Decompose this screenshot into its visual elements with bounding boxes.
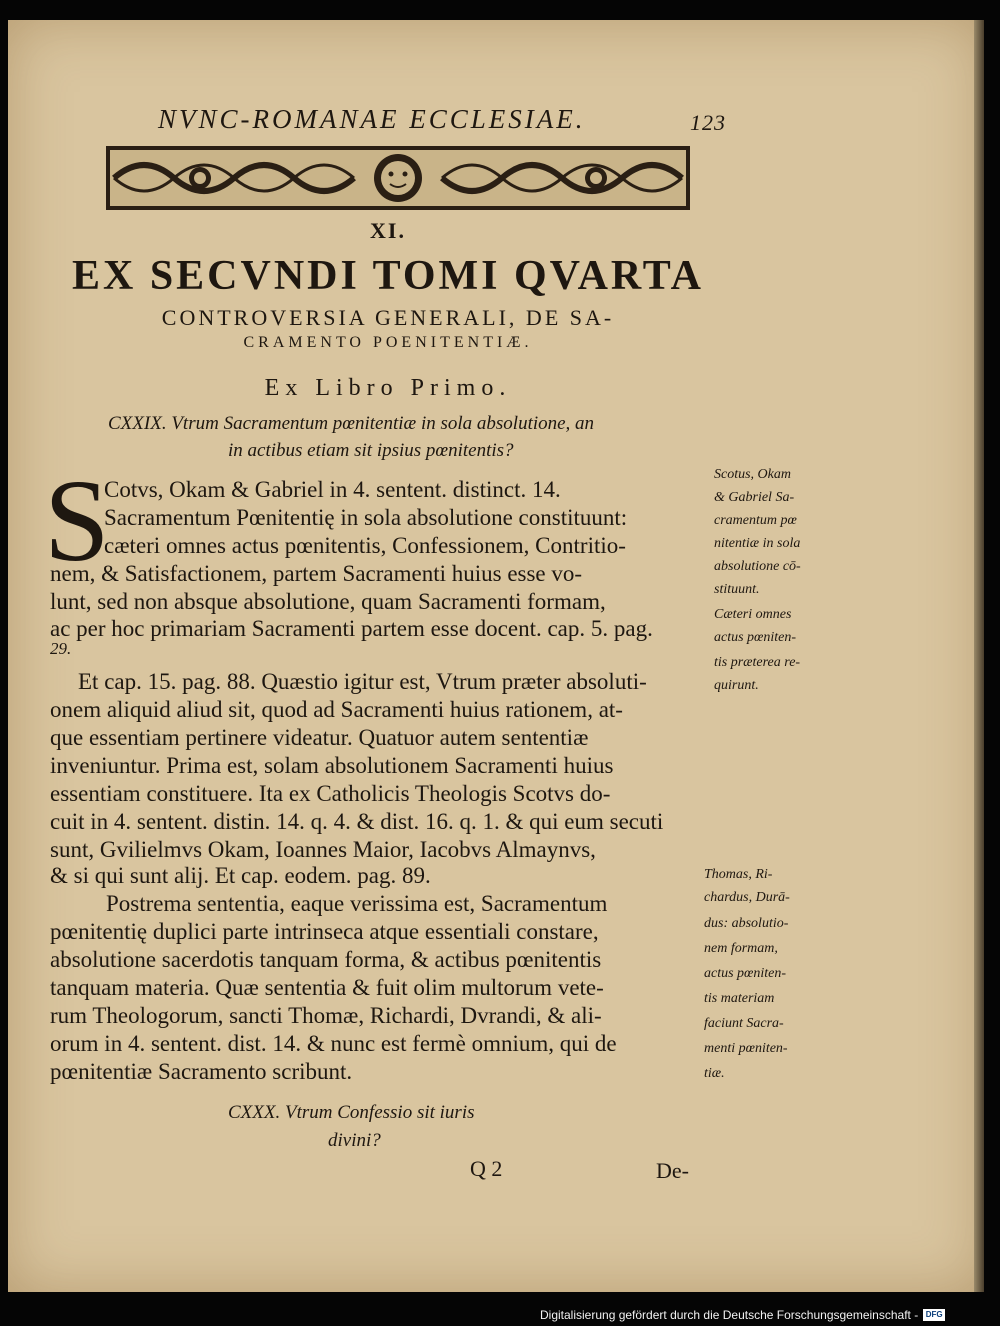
page-content	[8, 20, 984, 1292]
margin-note-2-line: menti pœniten-	[704, 1041, 788, 1056]
question-129-line-1: CXXIX. Vtrum Sacramentum pœnitentiæ in sola absolutione, an	[108, 413, 595, 434]
body-line: & si qui sunt alij. Et cap. eodem. pag. 89.	[50, 863, 431, 888]
page-number: 123	[690, 110, 726, 135]
body-line: lunt, sed non absque absolutione, quam Sacramenti formam,	[50, 589, 606, 614]
body-line: Et cap. 15. pag. 88. Quæstio igitur est, Vtrum præter absoluti-	[78, 669, 647, 694]
margin-note-2-line: tis materiam	[704, 991, 775, 1006]
margin-note-1-line: quirunt.	[714, 678, 759, 693]
title-line-2: CONTROVERSIA GENERALI, DE SA-	[161, 305, 615, 330]
body-line: cæteri omnes actus pœnitentis, Confessionem, Contritio-	[104, 533, 626, 558]
title-line-3: CRAMENTO POENITENTIÆ.	[243, 334, 533, 351]
question-129-line-2: in actibus etiam sit ipsius pœnitentis?	[228, 440, 514, 461]
digitization-footer	[540, 1306, 996, 1324]
footer-text: Digitalisierung gefördert durch die Deutsche Forschungsgemeinschaft -	[540, 1308, 919, 1322]
margin-note-1-line: cramentum pœ	[714, 513, 797, 528]
body-line: 29.	[50, 639, 72, 658]
margin-note-2-line: dus: absolutio-	[704, 916, 789, 931]
body-line: orum in 4. sentent. dist. 14. & nunc est fermè omnium, qui de	[50, 1031, 617, 1056]
margin-note-2-line: faciunt Sacra-	[704, 1016, 784, 1031]
body-line: onem aliquid aliud sit, quod ad Sacramenti huius rationem, at-	[50, 697, 623, 722]
headpiece-ornament	[104, 142, 692, 214]
running-head: NVNC-ROMANAE ECCLESIAE.	[158, 104, 586, 134]
signature-mark: Q 2	[470, 1156, 503, 1181]
body-line: pœnitentię duplici parte intrinseca atque essentiali constare,	[50, 919, 599, 944]
title-line-1: EX SECVNDI TOMI QVARTA	[71, 253, 705, 299]
margin-note-1-line: nitentiæ in sola	[714, 536, 801, 551]
margin-note-2-line: nem formam,	[704, 941, 778, 956]
margin-note-2-line: chardus, Durā-	[704, 890, 790, 905]
question-130-line-2: divini?	[328, 1130, 381, 1151]
margin-note-2-line: Thomas, Ri-	[704, 867, 773, 882]
margin-note-1-line: Scotus, Okam	[714, 467, 791, 482]
body-line: sunt, Gvilielmvs Okam, Ioannes Maior, Iacobvs Almaynvs,	[50, 837, 596, 862]
body-line: nem, & Satisfactionem, partem Sacramenti huius esse vo-	[50, 561, 583, 586]
body-line: Postrema sententia, eaque verissima est, Sacramentum	[106, 891, 608, 916]
margin-note-1-line: Cæteri omnes	[714, 607, 792, 622]
margin-note-1-line: stituunt.	[714, 582, 760, 597]
catchword: De-	[656, 1158, 689, 1183]
margin-note-1-line: actus pœniten-	[714, 630, 797, 645]
body-line: que essentiam pertinere videatur. Quatuor autem sententiæ	[50, 725, 589, 750]
body-line: inveniuntur. Prima est, solam absolutionem Sacramenti huius	[50, 753, 614, 778]
margin-note-1-line: & Gabriel Sa-	[714, 490, 795, 505]
scanned-page	[8, 20, 984, 1292]
book-heading: Ex Libro Primo.	[264, 375, 512, 401]
margin-note-2-line: actus pœniten-	[704, 966, 787, 981]
question-130-line-1: CXXX. Vtrum Confessio sit iuris	[228, 1102, 475, 1123]
body-line: cuit in 4. sentent. distin. 14. q. 4. & dist. 16. q. 1. & qui eum secuti	[50, 809, 664, 834]
margin-note-1-line: tis præterea re-	[714, 655, 801, 670]
body-line: Cotvs, Okam & Gabriel in 4. sentent. distinct. 14.	[104, 477, 561, 502]
body-line: Sacramentum Pœnitentię in sola absolutione constituunt:	[104, 505, 628, 530]
body-line: pœnitentiæ Sacramento scribunt.	[50, 1059, 353, 1084]
section-number: XI.	[370, 218, 406, 243]
margin-note-2-line: tiæ.	[704, 1066, 725, 1081]
body-line: essentiam constituere. Ita ex Catholicis Theologis Scotvs do-	[50, 781, 611, 806]
body-line: tanquam materia. Quæ sententia & fuit olim multorum vete-	[50, 975, 604, 1000]
body-line: absolutione sacerdotis tanquam forma, & actibus pœnitentis	[50, 947, 602, 972]
body-line: rum Theologorum, sancti Thomæ, Richardi, Dvrandi, & ali-	[50, 1003, 602, 1028]
body-line: ac per hoc primariam Sacramenti partem esse docent. cap. 5. pag.	[50, 616, 653, 641]
dfg-logo: DFG	[923, 1309, 945, 1321]
margin-note-1-line: absolutione cō-	[714, 559, 801, 574]
drop-cap: S	[44, 455, 110, 586]
